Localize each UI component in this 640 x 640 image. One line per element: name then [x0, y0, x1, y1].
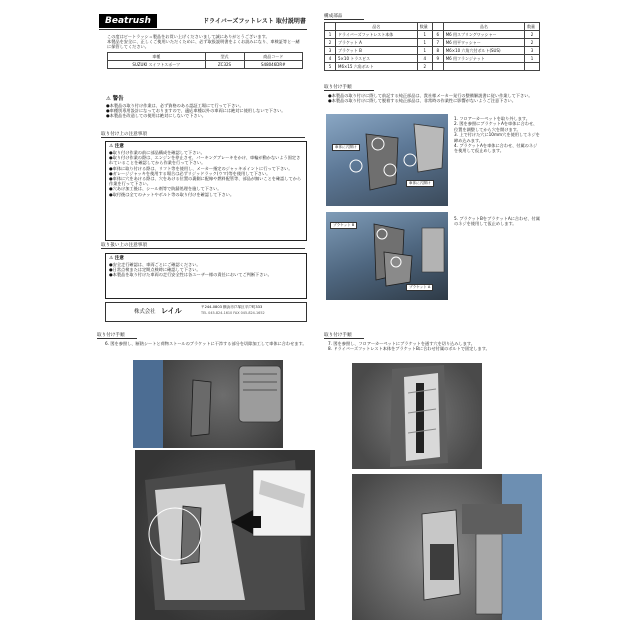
handling-section-title: 取り扱い上の注意事項 [101, 242, 305, 249]
bracket-b-photo [326, 212, 448, 300]
company-tel: TEL 045-824-1610 FAX 045-824-1652 [201, 311, 265, 315]
caution-section-title: 取り付け上の注意事項 [101, 131, 305, 138]
table-row: 3 ブラケット B 1 8 M6×10 六角穴付ボルト(SUS) 3 [325, 47, 540, 55]
spec-table [107, 52, 303, 69]
install-section-title: 取り付け手順 [324, 332, 364, 339]
insulation-cut-photo [135, 450, 315, 620]
company-block [105, 302, 307, 322]
warning-title: 警告 [112, 96, 124, 102]
insulation-cut-illustration [135, 450, 315, 620]
floor-bracket-illustration [326, 114, 448, 206]
bracket-b-label: ブラケット B [330, 222, 357, 229]
install-notes: ●本製品の取り付けに際して前記する純正部品は、貴社様メーカー発行の整備解説書に従い作業して下さい。 ●本製品の取り付けに際して脱着する純正部品は、非常時の作業性に影響がないようご注意下さい。 [328, 93, 533, 104]
spec-header: 車種 [108, 53, 206, 61]
caution-box: ⚠ 注意 ●取り付け作業の前に部品構成を確認して下さい。 ●取り付け作業の際は、エンジンを停止させ、パーキングブレーキをかけ、車輪が動かないよう固定されていることを確認してから作業を行って下さい。 ●車体に取り付ける際は、リフト等を使用し、メーカー指定のジャッキポイントに行って下さい。 ●ガレージジャッキを使用する場合は必ずリジッドラック(ウマ)等を使用して下さい。 ●車体に穴をあける際は、穴をあける位置の裏側に配線や燃料配管等、部品が無いことを確認してから作業を行って下さい。 ●穴あけ加工後は、シール剤等で防錆処理を施して下さい。 ●取付後は全てのナットやボルト等の取り付けを確認して下さい。 [105, 141, 307, 241]
footrest-installed-illustration [352, 474, 542, 620]
footrest-installed-photo [352, 474, 542, 620]
carpet-slot-photo [352, 363, 482, 469]
warning-icon: ⚠ [106, 96, 111, 102]
parts-table: 品名 数量 品名 数量 1 ドライバーズフットレスト本体 1 6 M6 用スプリングワッシャー 2 2 ブラケット A 1 7 M6 用平ワッシャー 2 3 ブラケット B 1 8 M6×10 六角穴付ボルト(SUS) 3 4 5×10 トラスビス 4 9 M6 用フランジナット 1 5 M6×15 六角ボルト 2 [324, 22, 540, 71]
spec-cell: S48046DR# [244, 61, 303, 69]
step-6-text: 6. 図を参照し、断熱シートと荷物ストールのブラケットに干渉する部分を切除加工して車体に合わせます。 [105, 341, 307, 346]
company-name: レイル [161, 307, 182, 315]
table-row: 5 M6×15 六角ボルト 2 [325, 63, 540, 71]
step-7-8-text: 7. 図を参照し、フロアーカーペットにブラケットを通す穴を切り込みします。 8. ドライバーズフットレスト本体をブラケットBに合わせ付属のボルトで固定します。 [328, 341, 490, 352]
hole-label: 車体に穴開け [406, 180, 434, 187]
doc-title: ドライバーズフットレスト 取付説明書 [203, 18, 306, 25]
instruction-page-step7-8 [322, 330, 544, 630]
carpet-slot-illustration [352, 363, 482, 469]
hole-label: 車体に穴開け [332, 144, 360, 151]
step-5: 5. ブラケットBをブラケットAに合わせ、付属のネジを使用して仮止めします。 [454, 216, 540, 227]
bracket-a-label: ブラケット A [406, 284, 433, 291]
install-section-title: 取り付け手順 [97, 332, 137, 339]
intro-text: この度はビートラッシュ製品をお買い上げくださいまして誠にありがとうございます。 本製品を安全に、正しくご使用いただくために、必ず取扱説明書をよくお読みになり、車検証等と一緒に保管してください。 [107, 34, 300, 50]
handling-box: ⚠ 注意 ●安全走行確認は、車両ごとにご確認ください。 ●日常点検または定期点検時に確認して下さい。 ●本製品を取り付けた車両の走行安全性は各ユーザー様の責任においてご判断下さい。 [105, 253, 307, 299]
install-section-title: 取り付け手順 [324, 84, 374, 91]
company-address: 〒244-0803 横浜市戸塚区平戸町333 [201, 305, 263, 309]
bracket-on-floor-illustration [133, 360, 283, 448]
divider [99, 29, 307, 30]
floor-insulation-photo [133, 360, 283, 448]
table-row: 4 5×10 トラスビス 4 9 M6 用フランジナット 1 [325, 55, 540, 63]
caution-icon: ⚠ [109, 144, 114, 149]
table-row: 1 ドライバーズフットレスト本体 1 6 M6 用スプリングワッシャー 2 [325, 31, 540, 39]
spec-cell: SUZUKI スイフトスポーツ [108, 61, 206, 69]
spec-header: 商品コード [244, 53, 303, 61]
table-row: 2 ブラケット A 1 7 M6 用平ワッシャー 2 [325, 39, 540, 47]
warning-box: ⚠ 警告 ●本製品の取り付け作業は、必ず資格のある認証工場にて行って下さい。 ●車種別専用設計になっておりますので、適応車種以外の車両には絶対に使用しないで下さい。 ●本製品を改造しての使用は絶対にしないで下さい。 [106, 96, 286, 119]
instruction-page-parts [322, 10, 544, 322]
steps-1-4: 1. フロアーカーペットを取り外します。 2. 図を参照にブラケットAを車体に合わせ、位置を調整してから穴を開けます。 3. 上で付けた穴に10mm穴を使用してネジを締め込みます。 4. ブラケットAを車体に合わせ、付属のネジを使用して仮止めします。 [454, 116, 540, 154]
parts-section-title: 構成部品 [324, 13, 364, 20]
instruction-page-step6 [93, 330, 315, 630]
caution-icon: ⚠ [109, 256, 114, 261]
brand-logo: Beatrush [99, 14, 157, 28]
floor-bracket-photo [326, 114, 448, 206]
spec-cell: ZC32S [205, 61, 244, 69]
company-label: 株式会社 [134, 309, 156, 315]
instruction-page-cover [93, 10, 315, 322]
spec-header: 型式 [205, 53, 244, 61]
